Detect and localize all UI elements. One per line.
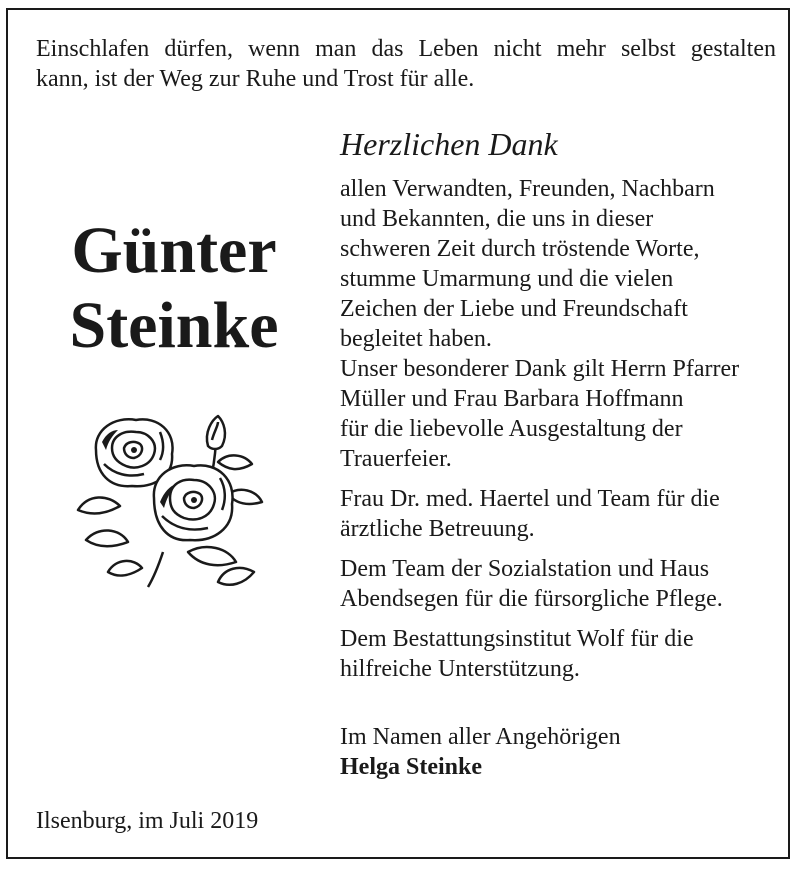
last-name: Steinke	[69, 289, 279, 362]
text-line: stumme Umarmung und die vielen	[340, 266, 674, 292]
text-line: allen Verwandten, Freunden, Nachbarn	[340, 176, 715, 202]
text-line: schweren Zeit durch tröstende Worte,	[340, 236, 700, 262]
place-date: Ilsenburg, im Juli 2019	[36, 808, 259, 834]
text-line: hilfreiche Unterstützung.	[340, 656, 580, 682]
text-line: Müller und Frau Barbara Hoffmann	[340, 386, 684, 412]
thanks-paragraph	[340, 174, 780, 474]
motto-line: kann, ist der Weg zur Ruhe und Trost für alle.	[36, 66, 475, 92]
closing-text: Im Namen aller Angehörigen	[340, 724, 621, 750]
text-line: Dem Bestattungsinstitut Wolf für die	[340, 626, 694, 652]
text-line: Frau Dr. med. Haertel und Team für die	[340, 486, 720, 512]
closing-block	[340, 722, 780, 782]
text-line: begleitet haben.	[340, 326, 492, 352]
text-line: für die liebevolle Ausgestaltung der	[340, 416, 683, 442]
text-line: Dem Team der Sozialstation und Haus	[340, 556, 710, 582]
first-name: Günter	[71, 214, 277, 287]
text-line: Zeichen der Liebe und Freundschaft	[340, 296, 688, 322]
thanks-section	[340, 124, 780, 782]
obituary-frame	[6, 8, 790, 859]
deceased-name	[44, 213, 304, 363]
motto-text	[36, 34, 776, 94]
text-line: ärztliche Betreuung.	[340, 516, 535, 542]
thanks-paragraph	[340, 484, 780, 544]
text-line: Trauerfeier.	[340, 446, 452, 472]
motto-line: Einschlafen dürfen, wenn man das Leben nicht mehr selbst gestalten	[36, 36, 776, 62]
text-line: Unser besonderer Dank gilt Herrn Pfarrer	[340, 356, 740, 382]
signature-name: Helga Steinke	[340, 754, 482, 780]
thanks-paragraph	[340, 624, 780, 684]
roses-illustration-icon	[68, 402, 268, 592]
thanks-headline: Herzlichen Dank	[340, 126, 558, 162]
thanks-paragraph	[340, 554, 780, 614]
text-line: Abendsegen für die fürsorgliche Pflege.	[340, 586, 723, 612]
text-line: und Bekannten, die uns in dieser	[340, 206, 654, 232]
